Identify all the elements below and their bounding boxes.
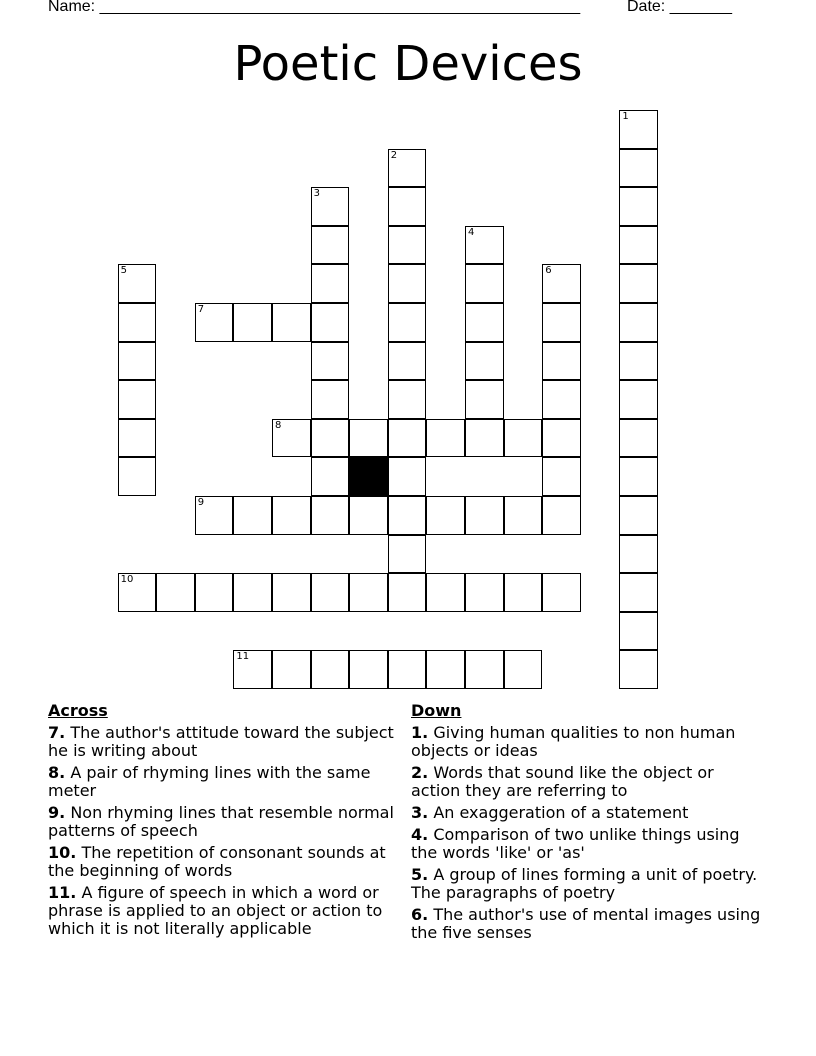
grid-cell[interactable] [118,380,157,419]
down-clue [411,906,761,942]
grid-cell[interactable] [311,264,350,303]
across-heading: Across [48,701,108,720]
grid-cell[interactable] [465,303,504,342]
grid-cell[interactable] [118,457,157,496]
grid-cell[interactable] [619,419,658,458]
clue-number: 6. [411,905,429,924]
down-clue [411,724,761,760]
grid-cell[interactable] [619,380,658,419]
page-title: Poetic Devices [233,36,583,92]
clue-number: 9. [48,803,66,822]
grid-cell[interactable] [388,149,427,188]
grid-cell[interactable] [504,573,543,612]
grid-cell[interactable] [272,419,311,458]
grid-cell[interactable] [426,650,465,689]
down-clue [411,804,761,822]
grid-cell[interactable] [233,573,272,612]
across-clue [48,844,404,880]
grid-cell[interactable] [619,149,658,188]
grid-cell[interactable] [272,573,311,612]
grid-cell[interactable] [349,573,388,612]
black-square [349,457,388,496]
clue-text: Non rhyming lines that resemble normal patterns of speech [48,803,394,840]
grid-cell[interactable] [195,303,234,342]
clue-text: A figure of speech in which a word or phrase is applied to an object or action to which it is not literally applicable [48,883,383,938]
across-clue [48,804,404,840]
grid-cell[interactable] [619,612,658,651]
down-clues [411,702,761,946]
grid-cell[interactable] [542,264,581,303]
clue-text: The author's attitude toward the subject he is writing about [48,723,394,760]
grid-cell[interactable] [465,380,504,419]
down-heading: Down [411,701,462,720]
grid-cell[interactable] [465,573,504,612]
grid-cell[interactable] [233,650,272,689]
grid-cell[interactable] [311,187,350,226]
cell-number: 10 [120,574,134,586]
grid-cell[interactable] [388,419,427,458]
grid-cell[interactable] [542,380,581,419]
grid-cell[interactable] [426,496,465,535]
grid-cell[interactable] [465,264,504,303]
grid-cell[interactable] [542,573,581,612]
down-clue [411,866,761,902]
grid-cell[interactable] [426,419,465,458]
grid-cell[interactable] [388,342,427,381]
cell-number: 6 [545,265,552,277]
clue-text: Comparison of two unlike things using the words 'like' or 'as' [411,825,740,862]
clue-number: 5. [411,865,429,884]
grid-cell[interactable] [619,342,658,381]
across-clue [48,884,404,938]
grid-cell[interactable] [311,573,350,612]
grid-cell[interactable] [195,573,234,612]
grid-cell[interactable] [388,380,427,419]
grid-cell[interactable] [465,226,504,265]
grid-cell[interactable] [311,226,350,265]
across-clue [48,764,404,800]
grid-cell[interactable] [542,303,581,342]
grid-cell[interactable] [349,650,388,689]
grid-cell[interactable] [349,419,388,458]
cell-number: 8 [275,419,282,431]
date-field[interactable]: Date: _______ [627,0,732,15]
grid-cell[interactable] [542,419,581,458]
clue-text: A group of lines forming a unit of poetry. The paragraphs of poetry [411,865,758,902]
cell-number: 5 [120,265,127,277]
grid-cell[interactable] [349,496,388,535]
grid-cell[interactable] [465,496,504,535]
name-field[interactable]: Name: ______________________________________________________ [48,0,581,15]
cell-number: 11 [236,651,250,663]
clue-number: 10. [48,843,77,862]
grid-cell[interactable] [272,650,311,689]
grid-cell[interactable] [156,573,195,612]
grid-cell[interactable] [619,226,658,265]
clue-text: The author's use of mental images using the five senses [411,905,761,942]
grid-cell[interactable] [388,650,427,689]
clue-text: An exaggeration of a statement [433,803,689,822]
grid-cell[interactable] [619,496,658,535]
grid-cell[interactable] [195,496,234,535]
grid-cell[interactable] [619,110,658,149]
grid-cell[interactable] [118,303,157,342]
grid-cell[interactable] [542,496,581,535]
cell-number: 3 [313,188,320,200]
clue-number: 11. [48,883,77,902]
grid-cell[interactable] [619,573,658,612]
cell-number: 2 [390,149,398,161]
grid-cell[interactable] [272,496,311,535]
across-clue [48,724,404,760]
grid-cell[interactable] [619,457,658,496]
grid-cell[interactable] [388,496,427,535]
grid-cell[interactable] [233,303,272,342]
grid-cell[interactable] [311,419,350,458]
cell-number: 9 [197,497,205,508]
grid-cell[interactable] [465,342,504,381]
cell-number: 1 [622,111,629,122]
across-clues [48,702,404,942]
cell-number: 7 [197,304,205,315]
grid-cell[interactable] [542,342,581,381]
grid-cell[interactable] [388,573,427,612]
grid-cell[interactable] [619,264,658,303]
grid-cell[interactable] [311,457,350,496]
clue-number: 1. [411,723,429,742]
grid-cell[interactable] [118,342,157,381]
cell-number: 4 [468,226,475,238]
grid-cell[interactable] [311,380,350,419]
clue-number: 8. [48,763,66,782]
grid-cell[interactable] [542,457,581,496]
clue-number: 3. [411,803,429,822]
clue-text: Words that sound like the object or action they are referring to [411,763,714,800]
grid-cell[interactable] [311,303,350,342]
grid-cell[interactable] [118,419,157,458]
grid-cell[interactable] [426,573,465,612]
grid-cell[interactable] [118,573,157,612]
down-clue [411,764,761,800]
down-clue [411,826,761,862]
grid-cell[interactable] [311,496,350,535]
grid-cell[interactable] [311,342,350,381]
grid-cell[interactable] [504,496,543,535]
grid-cell[interactable] [388,226,427,265]
grid-cell[interactable] [388,187,427,226]
clue-text: The repetition of consonant sounds at the beginning of words [48,843,386,880]
clue-text: Giving human qualities to non human objects or ideas [411,723,736,760]
clue-number: 4. [411,825,429,844]
grid-cell[interactable] [465,419,504,458]
grid-cell[interactable] [388,457,427,496]
grid-cell[interactable] [118,264,157,303]
grid-cell[interactable] [388,264,427,303]
grid-cell[interactable] [233,496,272,535]
grid-cell[interactable] [504,650,543,689]
grid-cell[interactable] [619,650,658,689]
grid-cell[interactable] [504,419,543,458]
grid-cell[interactable] [619,303,658,342]
grid-cell[interactable] [388,535,427,574]
clue-number: 7. [48,723,66,742]
grid-cell[interactable] [388,303,427,342]
grid-cell[interactable] [311,650,350,689]
clue-text: A pair of rhyming lines with the same meter [48,763,371,800]
grid-cell[interactable] [619,187,658,226]
grid-cell[interactable] [272,303,311,342]
grid-cell[interactable] [619,535,658,574]
grid-cell[interactable] [465,650,504,689]
clue-number: 2. [411,763,429,782]
